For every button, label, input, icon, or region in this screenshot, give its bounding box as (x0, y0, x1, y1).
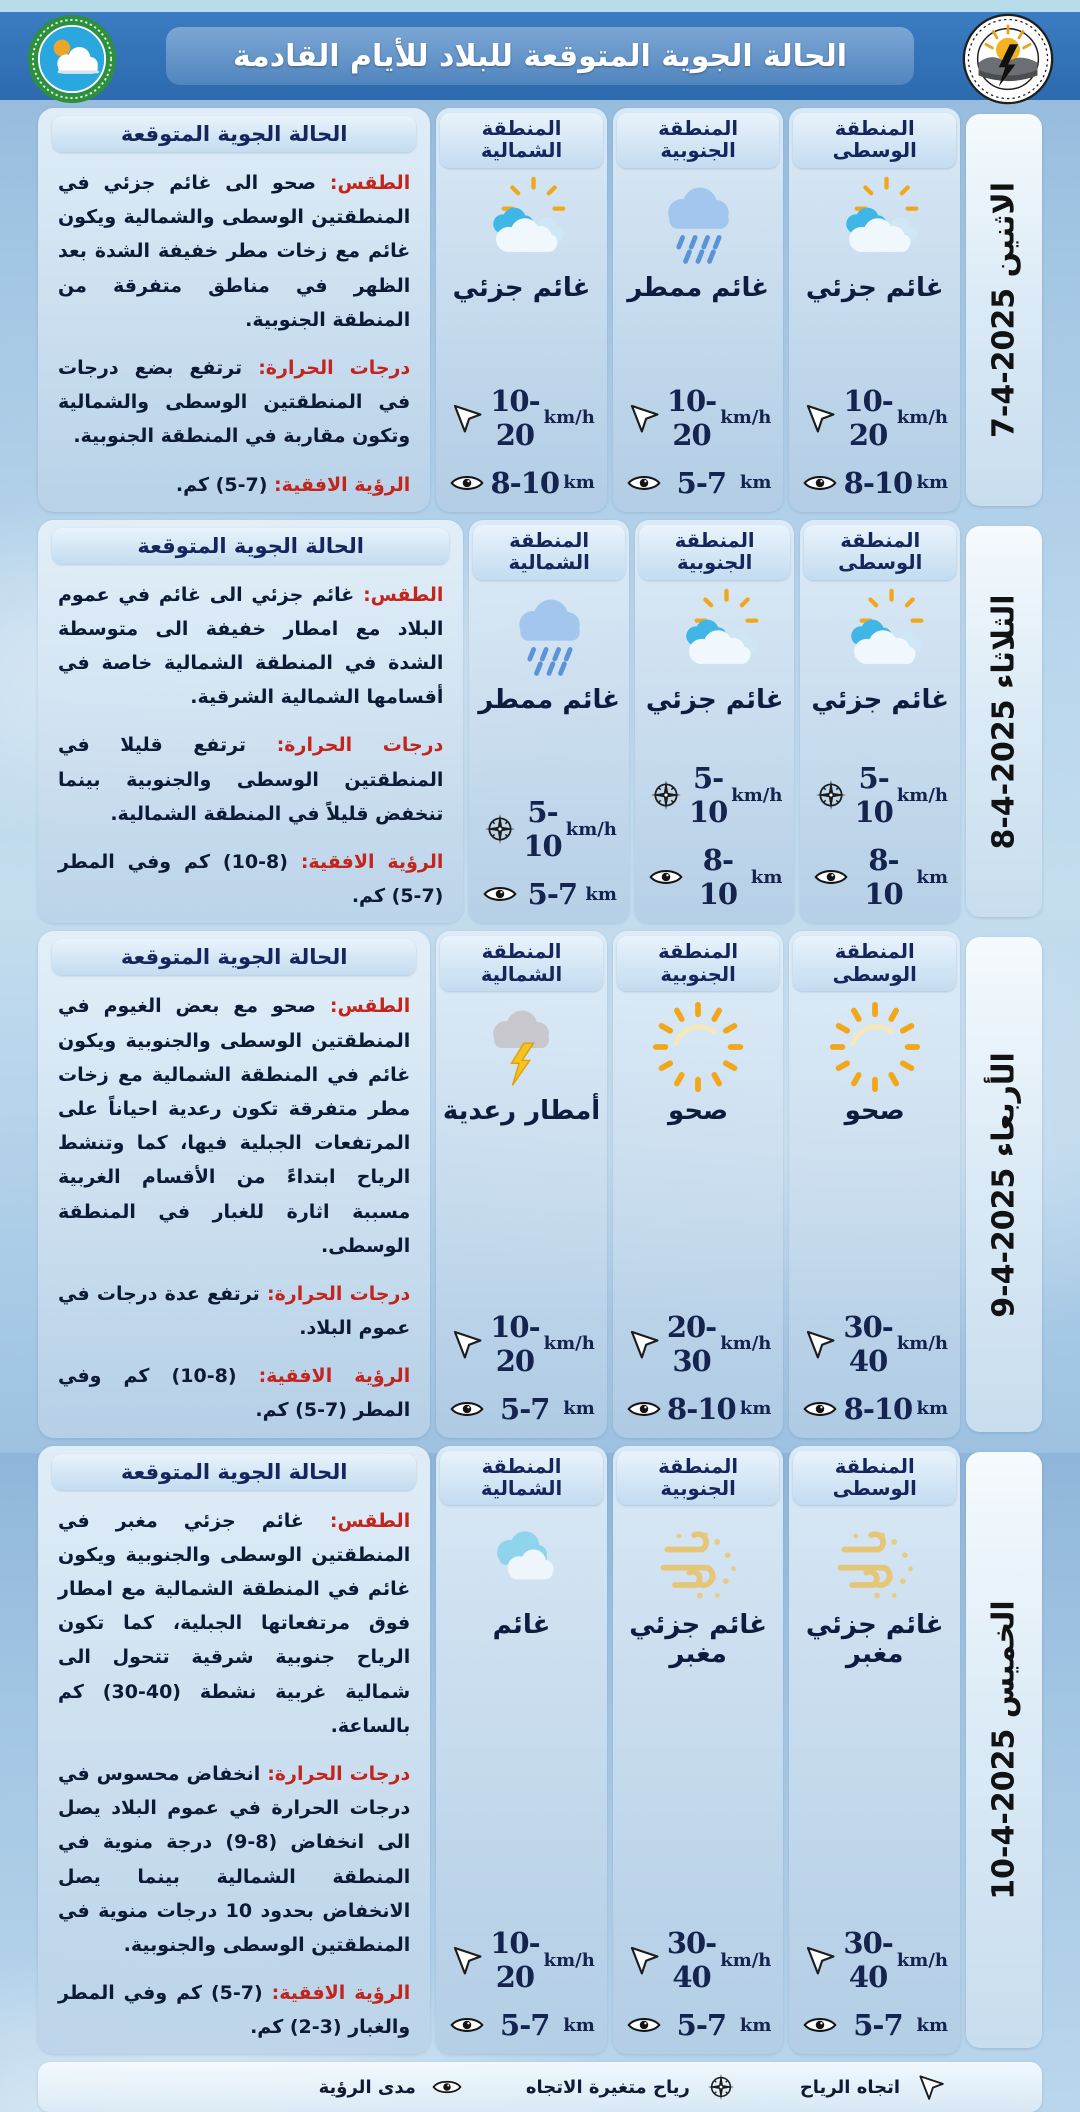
wind-row (804, 761, 956, 829)
visibility-label: الرؤية الافقية: (271, 1982, 411, 2005)
day-row-monday (38, 108, 1042, 512)
visibility-paragraph (50, 1976, 418, 2044)
day-row-thursday (38, 1446, 1042, 2055)
metrics (793, 1310, 956, 1428)
wind-value: 5-10 (854, 761, 893, 830)
variable-wind-compass-icon (483, 812, 519, 846)
eye-icon (627, 1392, 663, 1426)
wind-row (617, 1926, 780, 1994)
wind-direction-arrow-icon (803, 1943, 839, 1977)
date-label: الأربعاء 2025-4-9 (986, 1051, 1022, 1318)
condition-text: غائم جزئي (452, 272, 591, 303)
metrics (617, 384, 780, 502)
visibility-value: 8-10 (864, 843, 903, 912)
eye-icon (803, 466, 839, 500)
partly-cloudy-icon (827, 176, 923, 272)
weather-label: الطقس: (363, 583, 444, 606)
region-card-northern (436, 931, 607, 1437)
wind-value: 5-10 (688, 761, 728, 830)
day-row-wednesday (38, 931, 1042, 1437)
region-card-southern (613, 931, 784, 1437)
wind-unit: km/h (896, 1333, 948, 1355)
weather-text: غائم جزئي مغبر في المنطقتين الوسطى والجنوبية ويكون غائم في المنطقة الشمالية مع امطار فوق مرتفعاتها الجبلية، كما تكون الرياح جنوبية شرقية تتحول الى شمالية غربية نشطة (40-30) كم بالساعة. (58, 1509, 411, 1737)
date-strip (966, 114, 1042, 506)
metrics (473, 795, 625, 913)
temperature-paragraph (50, 1277, 418, 1345)
eye-icon (450, 466, 486, 500)
sunny-icon (827, 999, 923, 1095)
visibility-unit: km (916, 1398, 948, 1420)
forecast-rows (0, 100, 1080, 2054)
metrics (617, 1310, 780, 1428)
eye-icon (627, 2008, 663, 2042)
region-title: المنطقة الشمالية (440, 936, 603, 991)
sunny-icon (650, 999, 746, 1095)
forecast-description-panel (38, 931, 430, 1437)
wind-direction-arrow-icon (627, 1327, 663, 1361)
visibility-value: 5-7 (527, 877, 578, 912)
region-title: المنطقة الجنوبية (617, 1451, 780, 1506)
condition-text: غائم ممطر (478, 684, 621, 715)
condition-text: غائم جزئي مغبر (805, 1610, 944, 1670)
region-card-central (789, 108, 960, 512)
partly-cloudy-icon (667, 588, 763, 684)
region-card-central (789, 931, 960, 1437)
visibility-text: (7-5) كم وفي المطر والغبار (3-2) كم. (58, 1982, 411, 2039)
region-card-southern (635, 520, 795, 924)
weather-label: الطقس: (329, 1509, 411, 1532)
visibility-label: الرؤية الافقية: (274, 473, 411, 496)
region-card-southern (613, 1446, 784, 2055)
date-strip (966, 526, 1042, 918)
weather-forecast-department-logo-icon (962, 13, 1054, 105)
temperature-text: ترتفع عدة درجات في عموم البلاد. (58, 1282, 411, 1340)
region-card-southern (613, 108, 784, 512)
date-label: الثلاثاء 2025-4-8 (986, 594, 1022, 850)
wind-row (617, 1310, 780, 1378)
region-title: المنطقة الجنوبية (617, 936, 780, 991)
region-title: المنطقة الشمالية (473, 525, 625, 580)
visibility-value: 5-7 (500, 2008, 550, 2043)
date-strip (966, 1452, 1042, 2049)
date-label: الاثنين 2025-4-7 (986, 181, 1022, 438)
title-box (166, 27, 914, 85)
visibility-paragraph (50, 468, 418, 502)
visibility-text: (8-10) كم وفي المطر (7-5) كم. (58, 851, 444, 908)
visibility-label: الرؤية الافقية: (300, 851, 444, 873)
wind-unit: km/h (720, 1949, 772, 1971)
visibility-row (639, 843, 791, 911)
wind-unit: km/h (720, 1333, 772, 1355)
wind-row (617, 384, 780, 452)
wind-unit: km/h (720, 407, 772, 429)
visibility-text: (8-10) كم وفي المطر (7-5) كم. (58, 1365, 411, 1422)
condition-text: غائم (492, 1610, 551, 1641)
region-card-northern (436, 108, 607, 512)
rainy-cloud-icon (501, 588, 597, 684)
wind-value: 10-20 (843, 383, 893, 452)
rainy-cloud-icon (650, 176, 746, 272)
visibility-value: 8-10 (698, 843, 738, 912)
thunderstorm-icon (474, 999, 570, 1095)
meteorology-seismology-organization-logo-icon (26, 13, 118, 105)
page-title: الحالة الجوية المتوقعة للبلاد للأيام القادمة (232, 38, 848, 74)
weather-text: صحو مع بعض الغيوم في المنطقتين الوسطى والجنوبية ويكون غائم في المنطقة الشمالية مع زخات مطر متفرقة تكون رعدية احياناً على المرتفعات الجبلية فيها، كما وتنشط الرياح ابتداءً من الأقسام الغربية مسببة اثارة للغبار في المنطقة الوسطى. (58, 995, 411, 1257)
metrics (440, 1310, 603, 1428)
visibility-unit: km (563, 1398, 595, 1420)
weather-label: الطقس: (329, 172, 411, 194)
eye-icon (426, 2072, 462, 2102)
weather-paragraph (50, 989, 418, 1263)
forecast-description-panel (38, 1446, 430, 2055)
dusty-wind-icon (827, 1513, 923, 1609)
region-title: المنطقة الجنوبية (639, 525, 791, 580)
wind-unit: km/h (896, 1949, 948, 1971)
temperature-label: درجات الحرارة: (266, 1282, 411, 1305)
region-card-central (789, 1446, 960, 2055)
wind-value: 30-40 (843, 1926, 893, 1995)
eye-icon (803, 1392, 839, 1426)
visibility-row (440, 2008, 603, 2042)
forecast-panel-title: الحالة الجوية المتوقعة (52, 116, 416, 152)
region-title: المنطقة الوسطى (804, 525, 956, 580)
eye-icon (814, 860, 850, 894)
condition-text: غائم جزئي (805, 272, 944, 303)
temperature-label: درجات الحرارة: (267, 1762, 411, 1785)
wind-value: 20-30 (666, 1309, 717, 1378)
wind-unit: km/h (543, 1949, 595, 1971)
visibility-row (473, 877, 625, 911)
condition-text: أمطار رعدية (442, 1096, 601, 1127)
condition-text: صحو (668, 1096, 729, 1127)
temperature-text: ترتفع قليلا في المنطقتين الوسطى والجنوبية بينما تنخفض قليلاً في المنطقة الشمالية. (58, 734, 444, 825)
region-title: المنطقة الشمالية (440, 113, 603, 168)
visibility-row (793, 2008, 956, 2042)
temperature-paragraph (50, 728, 451, 831)
region-title: المنطقة الوسطى (793, 936, 956, 991)
region-title: المنطقة الوسطى (793, 113, 956, 168)
eye-icon (483, 877, 519, 911)
visibility-value: 8-10 (667, 1391, 736, 1426)
wind-row (793, 1310, 956, 1378)
wind-unit: km/h (543, 407, 595, 429)
wind-unit: km/h (896, 784, 948, 806)
temperature-text: انخفاض محسوس في درجات الحرارة في عموم البلاد يصل الى انخفاض (8-9) درجة منوية في المنطقة الشمالية بينما يصل الانخفاض بحدود 10 درجات منوية في المنطقتين الوسطى والجنوبية. (58, 1762, 411, 1956)
wind-row (473, 795, 625, 863)
forecast-panel-title: الحالة الجوية المتوقعة (52, 1454, 416, 1490)
wind-unit: km/h (731, 784, 783, 806)
wind-row (440, 1310, 603, 1378)
legend-footer (38, 2062, 1042, 2112)
date-strip (966, 937, 1042, 1431)
visibility-value: 5-7 (676, 465, 727, 500)
weather-label: الطقس: (329, 995, 411, 1018)
metrics (804, 761, 956, 913)
visibility-value: 8-10 (843, 1391, 913, 1426)
condition-text: غائم ممطر (627, 272, 769, 303)
wind-value: 10-20 (490, 383, 540, 452)
visibility-unit: km (916, 472, 948, 494)
date-label: الخميس 2025-4-10 (986, 1600, 1022, 1900)
forecast-description-panel (38, 108, 430, 512)
visibility-label: الرؤية الافقية: (258, 1365, 411, 1388)
metrics (793, 384, 956, 502)
visibility-unit: km (585, 883, 617, 905)
region-title: المنطقة الوسطى (793, 1451, 956, 1506)
metrics (440, 1926, 603, 2044)
forecast-panel-title: الحالة الجوية المتوقعة (52, 939, 416, 975)
wind-value: 30-40 (843, 1309, 893, 1378)
partly-cloudy-icon (832, 588, 928, 684)
wind-value: 10-20 (490, 1926, 540, 1995)
legend-label: مدى الرؤية (318, 2076, 416, 2098)
wind-row (793, 1926, 956, 1994)
wind-value: 10-20 (490, 1309, 540, 1378)
metrics (440, 384, 603, 502)
condition-text: غائم جزئي مغبر (629, 1610, 767, 1670)
legend-label: رياح متغيرة الاتجاه (525, 2076, 690, 2098)
temperature-label: درجات الحرارة: (276, 734, 444, 757)
visibility-unit: km (739, 1398, 772, 1420)
wind-direction-arrow-icon (627, 1943, 663, 1977)
visibility-value: 8-10 (490, 465, 560, 500)
wind-unit: km/h (565, 818, 617, 840)
visibility-value: 5-7 (500, 1391, 550, 1426)
wind-row (793, 384, 956, 452)
region-card-central (800, 520, 960, 924)
condition-text: غائم جزئي (645, 684, 784, 715)
visibility-row (793, 466, 956, 500)
visibility-unit: km (916, 866, 948, 888)
visibility-text: (7-5) كم. (175, 473, 268, 496)
wind-direction-arrow-icon (910, 2072, 946, 2102)
variable-wind-compass-icon (649, 778, 685, 812)
eye-icon (803, 2008, 839, 2042)
dusty-wind-icon (650, 1513, 746, 1609)
eye-icon (649, 860, 685, 894)
forecast-panel-title: الحالة الجوية المتوقعة (52, 528, 449, 564)
variable-wind-compass-icon (814, 778, 850, 812)
temperature-paragraph (50, 1757, 418, 1962)
eye-icon (450, 2008, 486, 2042)
legend-variable-wind (526, 2072, 736, 2102)
wind-unit: km/h (896, 407, 948, 429)
visibility-unit: km (563, 2014, 595, 2036)
legend-visibility-range (319, 2072, 462, 2102)
visibility-row (440, 1392, 603, 1426)
wind-unit: km/h (543, 1333, 595, 1355)
condition-text: غائم جزئي (811, 684, 950, 715)
temperature-label: درجات الحرارة: (258, 356, 411, 379)
eye-icon (627, 466, 663, 500)
day-row-tuesday (38, 520, 1042, 924)
metrics (617, 1926, 780, 2044)
weather-paragraph (50, 578, 451, 715)
wind-value: 30-40 (666, 1926, 717, 1995)
wind-direction-arrow-icon (450, 401, 486, 435)
weather-paragraph (50, 166, 418, 337)
metrics (793, 1926, 956, 2044)
visibility-value: 8-10 (843, 465, 913, 500)
wind-direction-arrow-icon (803, 401, 839, 435)
visibility-row (617, 2008, 780, 2042)
visibility-unit: km (739, 472, 772, 494)
wind-row (440, 384, 603, 452)
wind-direction-arrow-icon (803, 1327, 839, 1361)
visibility-row (617, 1392, 780, 1426)
wind-direction-arrow-icon (450, 1943, 486, 1977)
visibility-unit: km (750, 866, 783, 888)
weather-text: صحو الى غائم جزئي في المنطقتين الوسطى والشمالية ويكون غائم مع زخات مطر خفيفة الشدة بعد الظهر في مناطق متفرقة من المنطقة الجنوبية. (58, 172, 411, 331)
region-title: المنطقة الجنوبية (617, 113, 780, 168)
legend-wind-direction (800, 2072, 946, 2102)
temperature-paragraph (50, 351, 418, 454)
eye-icon (450, 1392, 486, 1426)
visibility-row (617, 466, 780, 500)
cloudy-icon (474, 1513, 570, 1609)
wind-value: 10-20 (666, 383, 717, 452)
visibility-paragraph (50, 845, 451, 913)
region-card-northern (469, 520, 629, 924)
weather-paragraph (50, 1504, 418, 1743)
metrics (639, 761, 791, 913)
variable-wind-compass-icon (700, 2072, 736, 2102)
visibility-value: 5-7 (853, 2008, 903, 2043)
partly-cloudy-icon (474, 176, 570, 272)
top-strip (0, 0, 1080, 12)
legend-label: اتجاه الرياح (799, 2076, 900, 2098)
visibility-row (793, 1392, 956, 1426)
visibility-unit: km (916, 2014, 948, 2036)
temperature-text: ترتفع بضع درجات في المنطقتين الوسطى والشمالية وتكون مقاربة في المنطقة الجنوبية. (58, 356, 411, 448)
visibility-value: 5-7 (676, 2008, 727, 2043)
visibility-row (440, 466, 603, 500)
wind-direction-arrow-icon (450, 1327, 486, 1361)
header (0, 12, 1080, 100)
condition-text: صحو (844, 1096, 905, 1127)
wind-row (440, 1926, 603, 1994)
visibility-paragraph (50, 1359, 418, 1427)
region-card-northern (436, 1446, 607, 2055)
forecast-description-panel (38, 520, 463, 924)
legend-bar (38, 2062, 1042, 2112)
wind-value: 5-10 (523, 795, 562, 864)
visibility-unit: km (563, 472, 595, 494)
region-title: المنطقة الشمالية (440, 1451, 603, 1506)
wind-direction-arrow-icon (627, 401, 663, 435)
weather-text: غائم جزئي الى غائم في عموم البلاد مع امطار خفيفة الى متوسطة الشدة في المنطقة الشمالية خاصة في أقسامها الشمالية الشرقية. (58, 583, 444, 709)
wind-row (639, 761, 791, 829)
visibility-unit: km (739, 2014, 772, 2036)
visibility-row (804, 843, 956, 911)
